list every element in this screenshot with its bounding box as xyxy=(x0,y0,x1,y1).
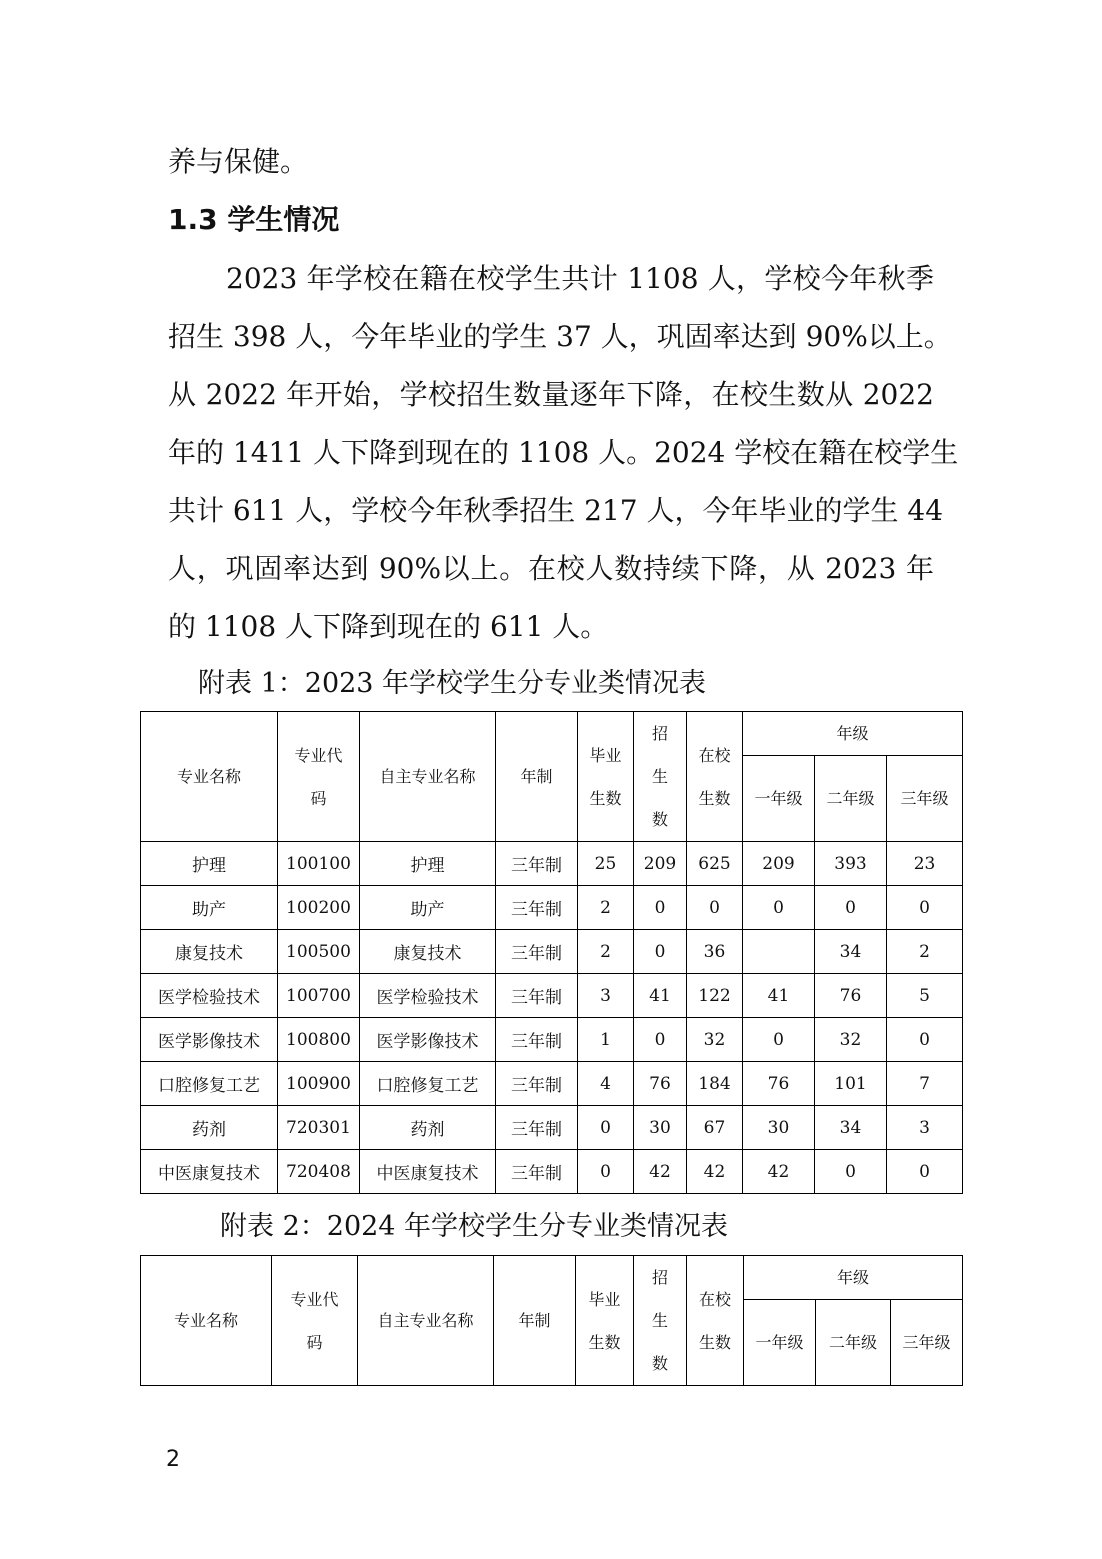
cell-self-major-name: 康复技术 xyxy=(360,930,496,974)
cell-major-name: 中医康复技术 xyxy=(141,1150,278,1194)
cell-major-name: 药剂 xyxy=(141,1106,278,1150)
table-row xyxy=(141,1106,963,1150)
cell-major-code: 100100 xyxy=(278,842,360,886)
cell-grade-3: 0 xyxy=(887,1150,963,1194)
cell-in-school: 122 xyxy=(687,974,743,1018)
cell-duration: 三年制 xyxy=(496,842,578,886)
header-grade-3: 三年级 xyxy=(891,1300,963,1386)
header-grade-3: 三年级 xyxy=(887,756,963,842)
cell-enrolled: 30 xyxy=(634,1106,687,1150)
cell-grade-1: 0 xyxy=(743,1018,815,1062)
table-row xyxy=(141,886,963,930)
cell-grade-2: 76 xyxy=(815,974,887,1018)
header-grade-1: 一年级 xyxy=(743,756,815,842)
cell-grade-3: 5 xyxy=(887,974,963,1018)
header-major-name: 专业名称 xyxy=(141,1256,272,1386)
cell-major-name: 康复技术 xyxy=(141,930,278,974)
cell-grade-2: 101 xyxy=(815,1062,887,1106)
cell-major-name: 助产 xyxy=(141,886,278,930)
cell-in-school: 625 xyxy=(687,842,743,886)
header-enrolled: 招 生 数 xyxy=(634,712,687,842)
cell-grade-2: 34 xyxy=(815,1106,887,1150)
cell-major-code: 100800 xyxy=(278,1018,360,1062)
paragraph-line: 年的 1411 人下降到现在的 1108 人。2024 学校在籍在校学生 xyxy=(168,436,959,469)
cell-enrolled: 41 xyxy=(634,974,687,1018)
cell-grade-1 xyxy=(743,930,815,974)
cell-enrolled: 42 xyxy=(634,1150,687,1194)
table1-caption: 附表 1：2023 年学校学生分专业类情况表 xyxy=(198,668,707,699)
header-self-major-name: 自主专业名称 xyxy=(360,712,496,842)
paragraph-line: 2023 年学校在籍在校学生共计 1108 人，学校今年秋季 xyxy=(226,262,934,295)
cell-major-code: 100700 xyxy=(278,974,360,1018)
header-in-school: 在校 生数 xyxy=(687,712,743,842)
table-row xyxy=(141,974,963,1018)
header-graduates: 毕业 生数 xyxy=(578,712,634,842)
cell-enrolled: 0 xyxy=(634,1018,687,1062)
header-duration: 年制 xyxy=(496,712,578,842)
cell-major-name: 医学影像技术 xyxy=(141,1018,278,1062)
cell-grade-1: 30 xyxy=(743,1106,815,1150)
table2-caption: 附表 2：2024 年学校学生分专业类情况表 xyxy=(220,1211,729,1242)
cell-in-school: 42 xyxy=(687,1150,743,1194)
cell-major-code: 720301 xyxy=(278,1106,360,1150)
cell-grade-3: 3 xyxy=(887,1106,963,1150)
cell-graduates: 3 xyxy=(578,974,634,1018)
cell-major-code: 720408 xyxy=(278,1150,360,1194)
header-grade-1: 一年级 xyxy=(744,1300,816,1386)
table2 xyxy=(140,1255,963,1386)
cell-grade-1: 41 xyxy=(743,974,815,1018)
section-heading: 1.3 学生情况 xyxy=(168,203,340,236)
cell-enrolled: 76 xyxy=(634,1062,687,1106)
table-row xyxy=(141,1062,963,1106)
cell-graduates: 2 xyxy=(578,930,634,974)
paragraph-line: 从 2022 年开始，学校招生数量逐年下降，在校生数从 2022 xyxy=(168,378,934,411)
cell-graduates: 1 xyxy=(578,1018,634,1062)
cell-grade-2: 393 xyxy=(815,842,887,886)
cell-major-name: 医学检验技术 xyxy=(141,974,278,1018)
cell-duration: 三年制 xyxy=(496,1106,578,1150)
cell-self-major-name: 药剂 xyxy=(360,1106,496,1150)
header-grade: 年级 xyxy=(743,712,963,756)
header-grade: 年级 xyxy=(744,1256,963,1300)
cell-grade-2: 34 xyxy=(815,930,887,974)
cell-grade-2: 0 xyxy=(815,886,887,930)
cell-self-major-name: 医学影像技术 xyxy=(360,1018,496,1062)
cell-grade-1: 76 xyxy=(743,1062,815,1106)
header-grade-2: 二年级 xyxy=(815,756,887,842)
cell-grade-3: 0 xyxy=(887,1018,963,1062)
cell-major-code: 100200 xyxy=(278,886,360,930)
header-major-name: 专业名称 xyxy=(141,712,278,842)
cell-enrolled: 209 xyxy=(634,842,687,886)
cell-enrolled: 0 xyxy=(634,930,687,974)
cell-duration: 三年制 xyxy=(496,886,578,930)
table-row xyxy=(141,1018,963,1062)
paragraph-line: 人，巩固率达到 90%以上。在校人数持续下降，从 2023 年 xyxy=(168,552,934,585)
cell-graduates: 0 xyxy=(578,1106,634,1150)
cell-grade-3: 0 xyxy=(887,886,963,930)
cell-self-major-name: 助产 xyxy=(360,886,496,930)
cell-major-code: 100900 xyxy=(278,1062,360,1106)
header-duration: 年制 xyxy=(494,1256,576,1386)
header-in-school: 在校 生数 xyxy=(687,1256,744,1386)
table1 xyxy=(140,711,963,1194)
page-number: 2 xyxy=(166,1447,180,1472)
header-graduates: 毕业 生数 xyxy=(576,1256,634,1386)
cell-self-major-name: 医学检验技术 xyxy=(360,974,496,1018)
cell-self-major-name: 口腔修复工艺 xyxy=(360,1062,496,1106)
cell-grade-1: 0 xyxy=(743,886,815,930)
cell-graduates: 2 xyxy=(578,886,634,930)
paragraph-line: 招生 398 人，今年毕业的学生 37 人，巩固率达到 90%以上。 xyxy=(168,320,952,353)
cell-graduates: 4 xyxy=(578,1062,634,1106)
cell-in-school: 184 xyxy=(687,1062,743,1106)
header-self-major-name: 自主专业名称 xyxy=(358,1256,494,1386)
cell-major-name: 护理 xyxy=(141,842,278,886)
header-grade-2: 二年级 xyxy=(816,1300,891,1386)
cell-duration: 三年制 xyxy=(496,1150,578,1194)
cell-grade-1: 209 xyxy=(743,842,815,886)
table-row xyxy=(141,1150,963,1194)
paragraph-continuation: 养与保健。 xyxy=(168,145,309,178)
header-major-code: 专业代 码 xyxy=(272,1256,358,1386)
cell-grade-2: 0 xyxy=(815,1150,887,1194)
cell-grade-3: 2 xyxy=(887,930,963,974)
header-enrolled: 招 生 数 xyxy=(634,1256,687,1386)
cell-in-school: 32 xyxy=(687,1018,743,1062)
cell-duration: 三年制 xyxy=(496,1062,578,1106)
cell-in-school: 67 xyxy=(687,1106,743,1150)
cell-in-school: 36 xyxy=(687,930,743,974)
cell-grade-2: 32 xyxy=(815,1018,887,1062)
paragraph-line: 的 1108 人下降到现在的 611 人。 xyxy=(168,610,609,643)
cell-major-code: 100500 xyxy=(278,930,360,974)
cell-duration: 三年制 xyxy=(496,930,578,974)
cell-in-school: 0 xyxy=(687,886,743,930)
cell-self-major-name: 中医康复技术 xyxy=(360,1150,496,1194)
cell-self-major-name: 护理 xyxy=(360,842,496,886)
cell-graduates: 25 xyxy=(578,842,634,886)
cell-grade-3: 7 xyxy=(887,1062,963,1106)
cell-enrolled: 0 xyxy=(634,886,687,930)
cell-grade-3: 23 xyxy=(887,842,963,886)
cell-duration: 三年制 xyxy=(496,974,578,1018)
header-major-code: 专业代 码 xyxy=(278,712,360,842)
table-row xyxy=(141,842,963,886)
table-row xyxy=(141,930,963,974)
paragraph-line: 共计 611 人，学校今年秋季招生 217 人，今年毕业的学生 44 xyxy=(168,494,944,527)
cell-major-name: 口腔修复工艺 xyxy=(141,1062,278,1106)
cell-duration: 三年制 xyxy=(496,1018,578,1062)
cell-grade-1: 42 xyxy=(743,1150,815,1194)
cell-graduates: 0 xyxy=(578,1150,634,1194)
